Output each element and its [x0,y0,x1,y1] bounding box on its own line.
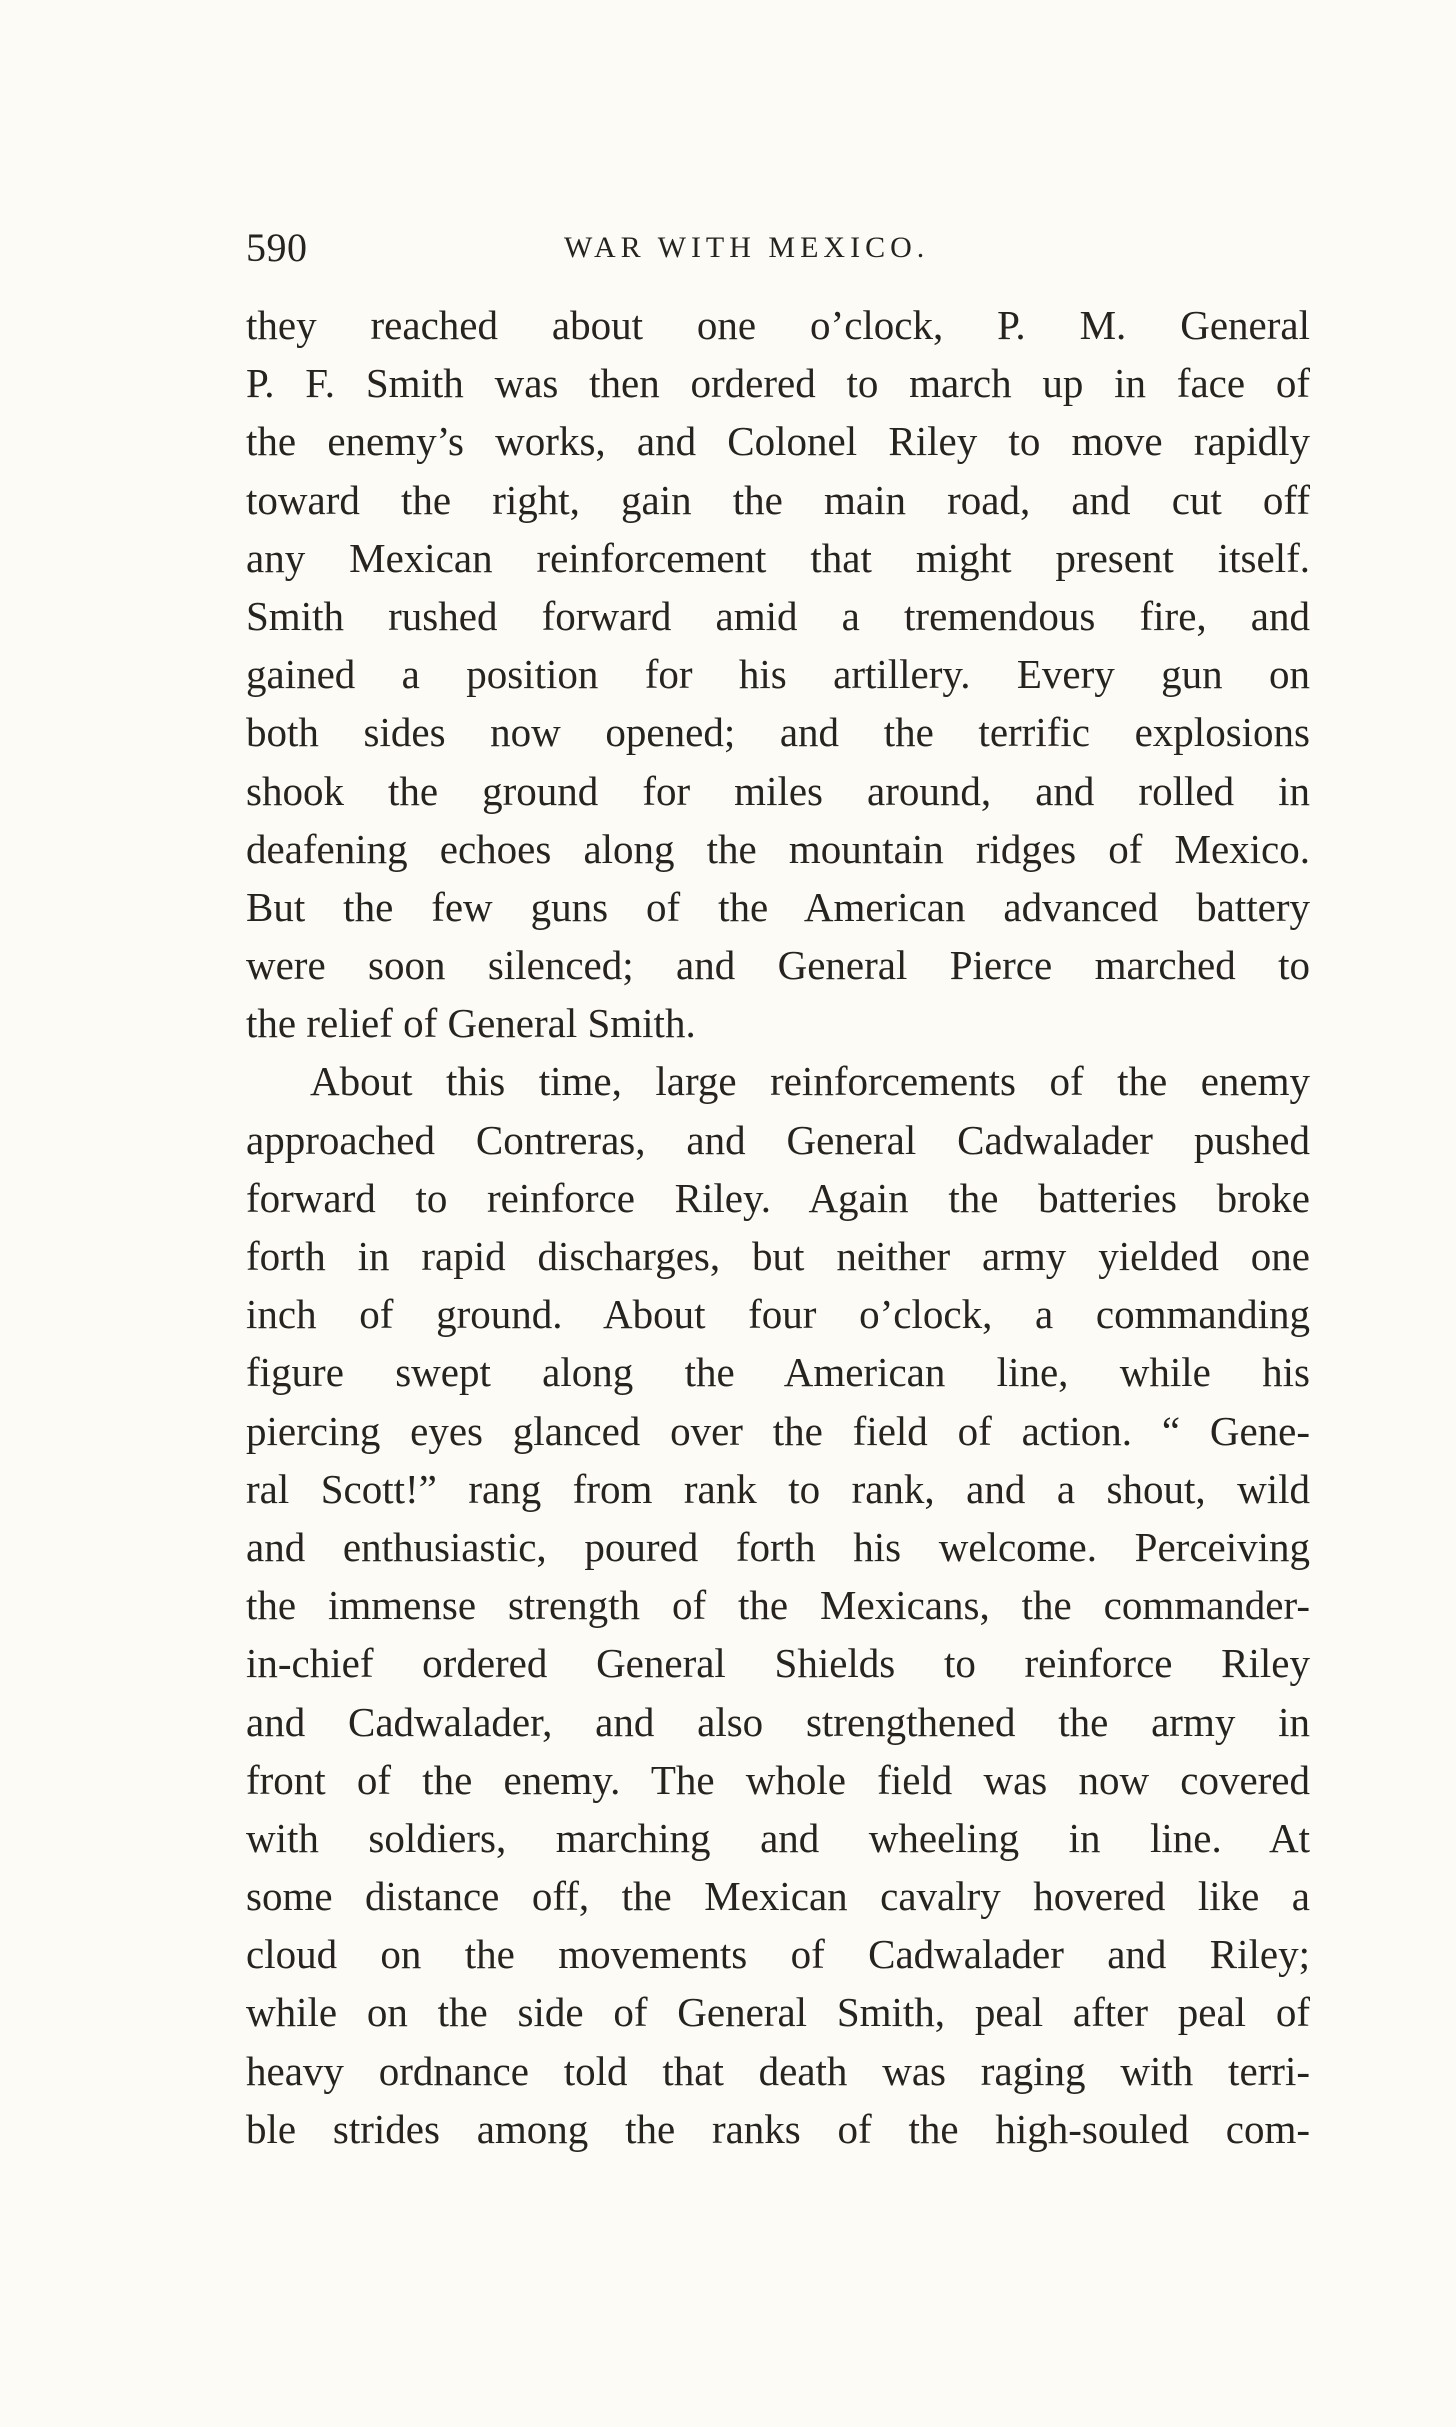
text-line: inch of ground. About four o’clock, a commanding [246,1291,1310,1338]
text-line: the relief of General Smith. [246,1000,696,1047]
text-line: shook the ground for miles around, and rolled in [246,767,1310,814]
text-line: the enemy’s works, and Colonel Riley to move rapidly [246,418,1310,465]
text-line: while on the side of General Smith, peal after peal of [246,1989,1310,2036]
text-line: some distance off, the Mexican cavalry hovered like a [246,1873,1310,1920]
text-line: in-chief ordered General Shields to reinforce Riley [246,1640,1310,1687]
paragraph-2 [246,1052,1310,2158]
running-head [246,222,1312,274]
text-line: figure swept along the American line, while his [246,1349,1310,1396]
text-line: both sides now opened; and the terrific explosions [246,709,1310,756]
page-number: 590 [246,225,308,270]
paragraph-1 [246,296,1310,1052]
text-line: approached Contreras, and General Cadwalader pushed [246,1116,1310,1163]
text-line: About this time, large reinforcements of the enemy [310,1058,1310,1105]
text-line: cloud on the movements of Cadwalader and Riley; [246,1931,1310,1978]
text-line: Smith rushed forward amid a tremendous fire, and [246,592,1310,639]
text-line: P. F. Smith was then ordered to march up in face of [246,360,1310,407]
text-line: gained a position for his artillery. Every gun on [246,651,1310,698]
text-line: they reached about one o’clock, P. M. General [246,302,1310,348]
text-line: front of the enemy. The whole field was now covered [246,1756,1310,1803]
text-line: and Cadwalader, and also strengthened the army in [246,1698,1310,1745]
text-line: forward to reinforce Riley. Again the batteries broke [246,1174,1310,1221]
body-text [246,296,1310,2158]
text-line: and enthusiastic, poured forth his welcome. Perceiving [246,1523,1310,1570]
text-line: heavy ordnance told that death was raging with terri- [246,2047,1310,2094]
running-title: WAR WITH MEXICO. [564,231,930,264]
text-line: with soldiers, marching and wheeling in line. At [246,1814,1310,1861]
text-line: piercing eyes glanced over the field of action. “ Gene- [246,1407,1310,1454]
text-line: forth in rapid discharges, but neither army yielded one [246,1233,1310,1279]
text-line: But the few guns of the American advanced battery [246,883,1310,930]
text-line: ral Scott!” rang from rank to rank, and a shout, wild [246,1465,1310,1512]
text-line: deafening echoes along the mountain ridges of Mexico. [246,825,1310,872]
text-line: toward the right, gain the main road, and cut off [246,476,1310,523]
text-line: the immense strength of the Mexicans, the commander- [246,1582,1310,1629]
text-line: were soon silenced; and General Pierce marched to [246,942,1310,989]
text-line: ble strides among the ranks of the high-souled com- [246,2105,1310,2152]
text-line: any Mexican reinforcement that might present itself. [246,534,1310,581]
